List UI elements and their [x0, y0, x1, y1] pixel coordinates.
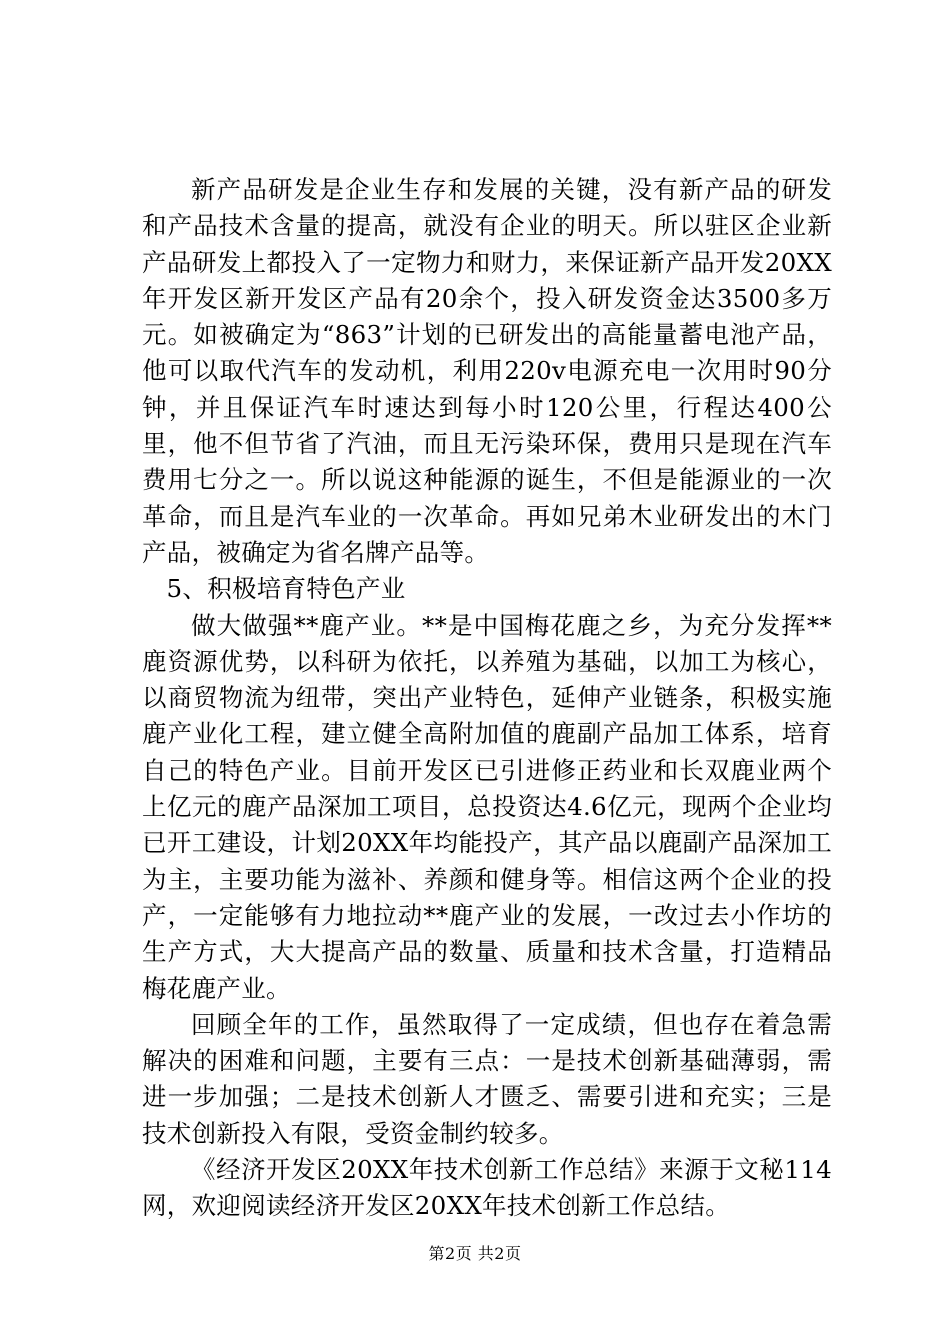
page-number-footer: 第2页 共2页 — [428, 1244, 522, 1263]
section-heading-featured-industry: 5、积极培育特色产业 — [166, 574, 406, 604]
paragraph-year-review: 回顾全年的工作，虽然取得了一定成绩，但也存在着急需解决的困难和问题，主要有三点：一是技术创新基础薄弱，需进一步加强；二是技术创新人才匮乏、需要引进和充实；三是技术创新投入有限，受资金制约较多。 — [142, 1009, 832, 1148]
paragraph-source-note: 《经济开发区20XX年技术创新工作总结》来源于文秘114网，欢迎阅读经济开发区20XX年技术创新工作总结。 — [142, 1155, 832, 1221]
paragraph-deer-industry: 做大做强**鹿产业。**是中国梅花鹿之乡，为充分发挥**鹿资源优势，以科研为依托，以养殖为基础，以加工为核心，以商贸物流为纽带，突出产业特色，延伸产业链条，积极实施鹿产业化工程，建立健全高附加值的鹿副产品加工体系，培育自己的特色产业。目前开发区已引进修正药业和长双鹿业两个上亿元的鹿产品深加工项目，总投资达4.6亿元，现两个企业均已开工建设，计划20XX年均能投产，其产品以鹿副产品深加工为主，主要功能为滋补、养颜和健身等。相信这两个企业的投产，一定能够有力地拉动**鹿产业的发展，一改过去小作坊的生产方式，大大提高产品的数量、质量和技术含量，打造精品梅花鹿产业。 — [142, 610, 832, 1003]
document-body — [142, 172, 832, 1225]
paragraph-new-product-rd: 新产品研发是企业生存和发展的关键，没有新产品的研发和产品技术含量的提高，就没有企业的明天。所以驻区企业新产品研发上都投入了一定物力和财力，来保证新产品开发20XX年开发区新开发区产品有20余个，投入研发资金达3500多万元。如被确定为“863”计划的已研发出的高能量蓄电池产品，他可以取代汽车的发动机，利用220v电源充电一次用时90分钟，并且保证汽车时速达到每小时120公里，行程达400公里，他不但节省了汽油，而且无污染环保，费用只是现在汽车费用七分之一。所以说这种能源的诞生，不但是能源业的一次革命，而且是汽车业的一次革命。再如兄弟木业研发出的木门产品，被确定为省名牌产品等。 — [142, 175, 832, 567]
